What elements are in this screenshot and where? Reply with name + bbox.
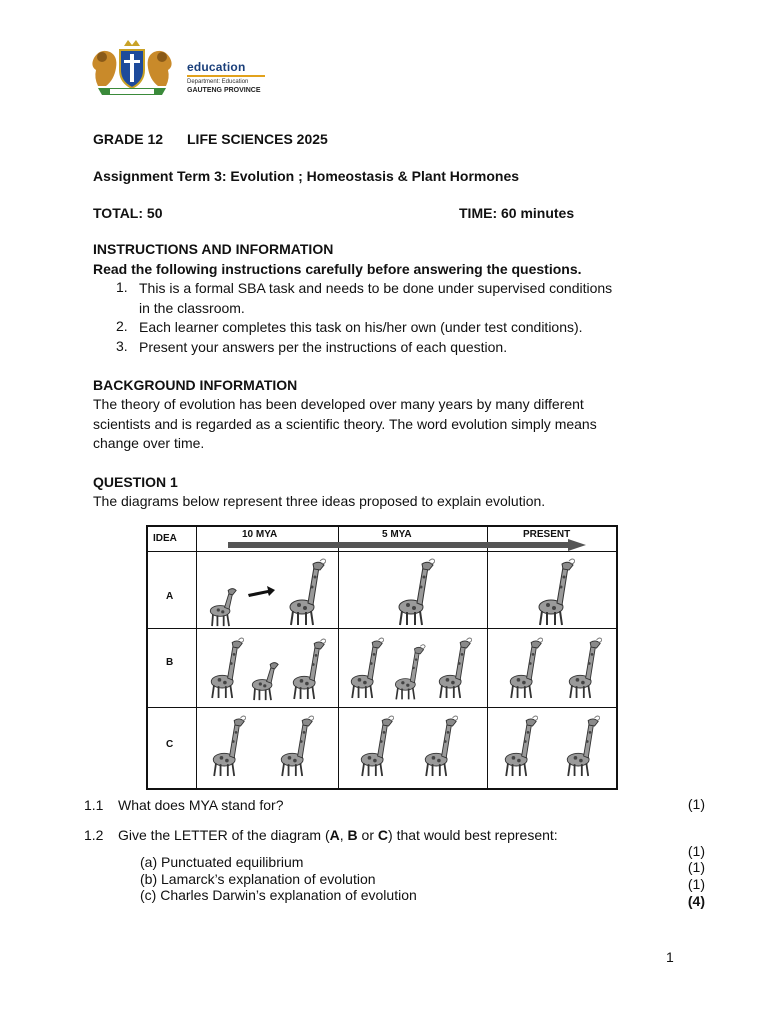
- giraffe-short-neck-icon: [204, 577, 238, 627]
- grid-line: [148, 551, 616, 552]
- arrow-icon: [246, 585, 276, 599]
- giraffe-long-neck-icon: [498, 713, 538, 779]
- giraffe-long-neck-icon: [354, 713, 394, 779]
- logo-divider: [187, 75, 265, 77]
- question-1-2-part-b: (b) Lamarck’s explanation of evolution: [140, 871, 376, 887]
- instruction-item: This is a formal SBA task and needs to be done under supervised conditions: [139, 280, 613, 296]
- page-number: 1: [666, 949, 674, 965]
- row-label-b: B: [166, 657, 174, 668]
- separator: ,: [339, 827, 348, 843]
- logo-text: [187, 60, 265, 95]
- total-marks: TOTAL: 50: [93, 205, 163, 221]
- background-heading: BACKGROUND INFORMATION: [93, 377, 298, 393]
- column-header-10-mya: 10 MYA: [242, 529, 278, 540]
- question-1-2-total-marks: (4): [687, 893, 705, 909]
- question-1-2-text: [118, 826, 558, 845]
- giraffe-long-neck-icon: [432, 635, 472, 701]
- row-label-a: A: [166, 591, 174, 602]
- question-1-heading: QUESTION 1: [93, 474, 178, 490]
- evolution-ideas-figure: [146, 525, 618, 790]
- timeline-arrow-icon: [228, 539, 588, 551]
- question-1-1-marks: (1): [687, 796, 705, 812]
- option-c: C: [377, 827, 389, 843]
- instruction-number: 3.: [116, 338, 128, 354]
- question-1-1-text: What does MYA stand for?: [118, 797, 284, 813]
- grade-label: GRADE 12: [93, 131, 164, 147]
- giraffe-long-neck-icon: [388, 643, 426, 701]
- giraffe-long-neck-icon: [560, 713, 600, 779]
- instruction-item-continued: in the classroom.: [139, 300, 245, 316]
- giraffe-long-neck-icon: [531, 557, 575, 627]
- background-line: The theory of evolution has been developed over many years by many different: [93, 396, 584, 412]
- logo-name: education: [187, 60, 246, 74]
- option-b: B: [347, 827, 358, 843]
- option-a: A: [329, 827, 340, 843]
- giraffe-long-neck-icon: [562, 635, 602, 701]
- instruction-number: 2.: [116, 318, 128, 334]
- giraffe-long-neck-icon: [344, 635, 384, 701]
- assignment-title: Assignment Term 3: Evolution ; Homeostasis & Plant Hormones: [93, 168, 520, 184]
- background-line: change over time.: [93, 435, 205, 451]
- giraffe-short-neck-icon: [246, 651, 280, 701]
- giraffe-long-neck-icon: [286, 637, 326, 701]
- background-line: scientists and is regarded as a scientific theory. The word evolution simply means: [93, 416, 597, 432]
- question-1-2c-marks: (1): [687, 876, 705, 892]
- question-1-2-part-c: (c) Charles Darwin’s explanation of evolution: [140, 887, 417, 903]
- instructions-intro: Read the following instructions carefully before answering the questions.: [93, 261, 582, 277]
- question-1-2-number: 1.2: [84, 827, 104, 843]
- instruction-number: 1.: [116, 279, 128, 295]
- question-text-part: ) that would best represent:: [388, 827, 558, 843]
- column-header-idea: IDEA: [153, 533, 177, 544]
- giraffe-long-neck-icon: [204, 635, 244, 701]
- grid-line: [196, 527, 197, 788]
- logo-department: Department: Education: [187, 79, 249, 85]
- logo-province: GAUTENG PROVINCE: [187, 87, 261, 94]
- question-text-part: Give the LETTER of the diagram (: [118, 827, 330, 843]
- question-1-2b-marks: (1): [687, 859, 705, 875]
- grid-line: [148, 628, 616, 629]
- giraffe-long-neck-icon: [206, 713, 246, 779]
- subject-title: LIFE SCIENCES 2025: [187, 131, 328, 147]
- grid-line: [487, 527, 488, 788]
- coat-of-arms-icon: [84, 38, 184, 98]
- giraffe-long-neck-icon: [282, 557, 326, 627]
- grid-line: [148, 707, 616, 708]
- instruction-item: Each learner completes this task on his/her own (under test conditions).: [139, 319, 583, 335]
- question-1-2-part-a: (a) Punctuated equilibrium: [140, 854, 304, 870]
- question-1-2a-marks: (1): [687, 843, 705, 859]
- giraffe-long-neck-icon: [391, 557, 435, 627]
- instructions-heading: INSTRUCTIONS AND INFORMATION: [93, 241, 334, 257]
- column-header-present: PRESENT: [523, 529, 571, 540]
- instruction-item: Present your answers per the instructions of each question.: [139, 339, 508, 355]
- grid-line: [338, 527, 339, 788]
- giraffe-long-neck-icon: [418, 713, 458, 779]
- row-label-c: C: [166, 739, 174, 750]
- giraffe-long-neck-icon: [503, 635, 543, 701]
- separator: or: [357, 827, 378, 843]
- question-1-intro: The diagrams below represent three ideas proposed to explain evolution.: [93, 493, 546, 509]
- time-allowed: TIME: 60 minutes: [459, 205, 575, 221]
- giraffe-long-neck-icon: [274, 713, 314, 779]
- column-header-5-mya: 5 MYA: [382, 529, 412, 540]
- question-1-1-number: 1.1: [84, 797, 104, 813]
